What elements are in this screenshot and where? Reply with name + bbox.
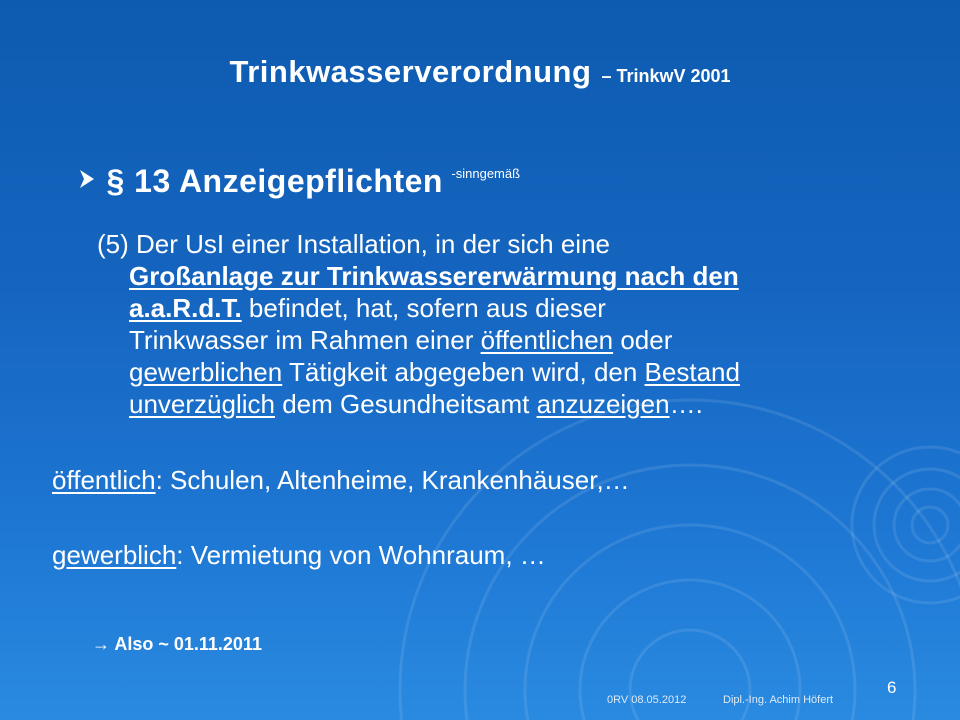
paragraph-line-5 (97, 356, 887, 388)
definition-text: : Schulen, Altenheime, Krankenhäuser,… (155, 465, 630, 495)
paragraph-line-4-text: Trinkwasser im Rahmen einer (129, 325, 481, 355)
paragraph-line-6-end: …. (669, 389, 703, 419)
footer-author: Dipl.-Ing. Achim Höfert (723, 694, 834, 706)
arrow-bullet-icon (78, 169, 96, 194)
definition-text: : Vermietung von Wohnraum, … (176, 540, 546, 570)
page-number: 6 (887, 678, 897, 697)
term-unverzueglich: unverzüglich (129, 389, 275, 419)
paragraph-text (97, 228, 887, 420)
paragraph-line-4 (97, 324, 887, 356)
definition-term: gewerblich (52, 540, 177, 570)
definition-term: öffentlich (52, 465, 156, 495)
footer-date: 0RV 08.05.2012 (607, 694, 687, 706)
paragraph-line-3 (97, 292, 887, 324)
definition-gewerblich (52, 540, 546, 571)
paragraph-line-4-end: oder (613, 325, 673, 355)
slide-title (0, 54, 960, 90)
term-anzuzeigen: anzuzeigen (536, 389, 670, 419)
paragraph-line-5-text: Tätigkeit abgegeben wird, den (282, 357, 645, 387)
slide-title-sub: – TrinkwV 2001 (601, 66, 731, 86)
aard-term: a.a.R.d.T. (129, 293, 242, 323)
paragraph-line-3-text: befindet, hat, sofern aus dieser (241, 293, 606, 323)
term-bestand: Bestand (644, 357, 740, 387)
slide-title-main: Trinkwasserverordnung (229, 54, 592, 89)
paragraph-line-2: Großanlage zur Trinkwassererwärmung nach den (129, 261, 739, 291)
section-heading: § 13 Anzeigepflichten (106, 163, 443, 199)
paragraph-line-6-text: dem Gesundheitsamt (274, 389, 537, 419)
term-gewerblichen: gewerblichen (129, 357, 283, 387)
section-heading-row (78, 163, 520, 200)
paragraph-line-6 (97, 388, 887, 420)
paragraph-line-1: (5) Der UsI einer Installation, in der sich eine (97, 229, 611, 259)
term-oeffentlichen: öffentlichen (480, 325, 614, 355)
definition-oeffentlich (52, 465, 630, 496)
section-heading-note: -sinngemäß (451, 165, 521, 181)
also-note: → Also ~ 01.11.2011 (92, 634, 262, 654)
